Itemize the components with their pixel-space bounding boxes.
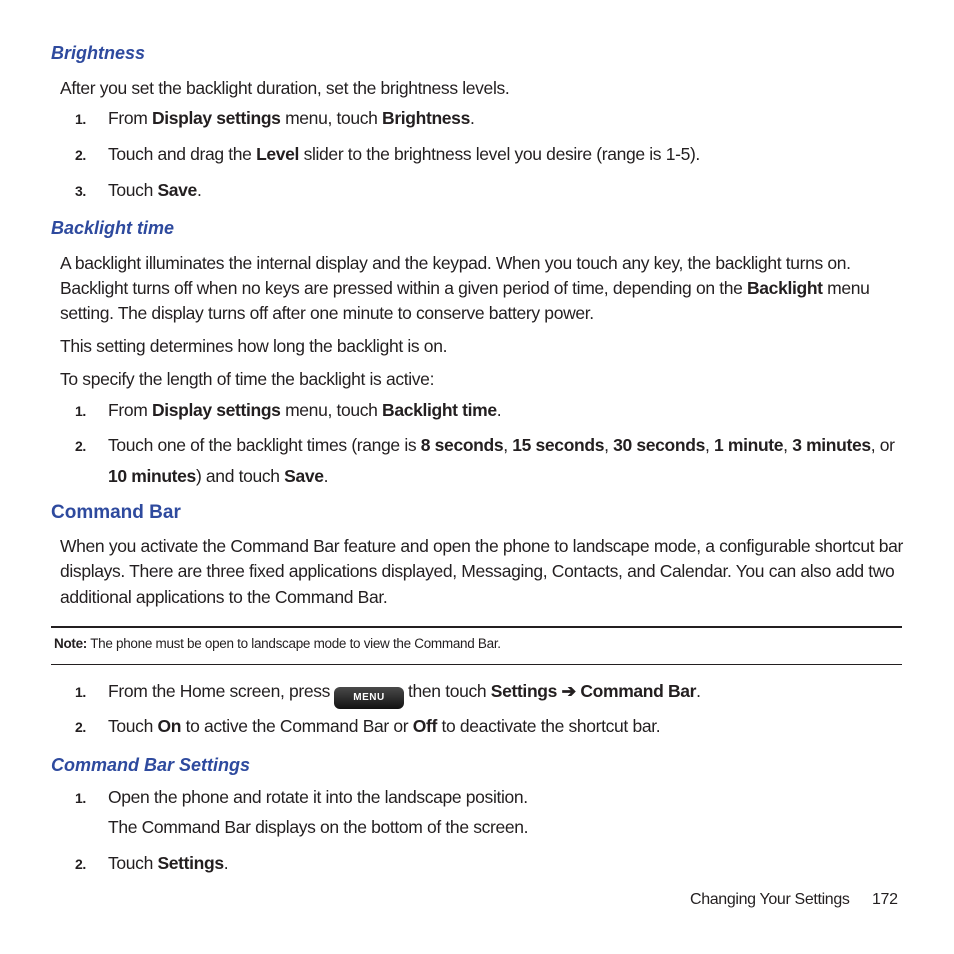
command-bar-settings-step-1: Open the phone and rotate it into the landscape position. (108, 787, 528, 807)
step-number: 1. (75, 790, 86, 806)
command-bar-settings-step-2: Touch Settings. (108, 853, 229, 873)
backlight-para-2: This setting determines how long the backlight is on. (60, 336, 448, 356)
command-bar-para-line-1: When you activate the Command Bar feature and open the phone to landscape mode, a configurable shortcut bar (60, 536, 903, 556)
step-number: 3. (75, 183, 86, 199)
command-bar-step-1: From the Home screen, press MENU then touch Settings ➔ Command Bar. (108, 681, 701, 709)
arrow-right-icon: ➔ (557, 681, 581, 701)
step-number: 2. (75, 719, 86, 735)
step-number: 1. (75, 111, 86, 127)
step-number: 1. (75, 403, 86, 419)
brightness-step-3: Touch Save. (108, 180, 202, 200)
step-number: 1. (75, 684, 86, 700)
command-bar-para-line-3: additional applications to the Command Bar. (60, 587, 388, 607)
command-bar-settings-step-1-sub: The Command Bar displays on the bottom of the screen. (108, 817, 529, 837)
backlight-para-line-2: Backlight turns off when no keys are pressed within a given period of time, depending on the Backlight menu (60, 278, 870, 298)
backlight-para-line-3: setting. The display turns off after one minute to conserve battery power. (60, 303, 594, 323)
footer-section-title: Changing Your Settings (690, 891, 850, 908)
step-number: 2. (75, 856, 86, 872)
command-bar-para-line-2: displays. There are three fixed applications displayed, Messaging, Contacts, and Calendar. You can also add two (60, 561, 895, 581)
backlight-para-line-1: A backlight illuminates the internal display and the keypad. When you touch any key, the backlight turns on. (60, 253, 851, 273)
note-label: Note: (54, 636, 87, 651)
heading-command-bar: Command Bar (51, 502, 181, 523)
heading-brightness: Brightness (51, 43, 146, 63)
command-bar-step-2: Touch On to active the Command Bar or Off to deactivate the shortcut bar. (108, 716, 661, 736)
backlight-step-2-line-1: Touch one of the backlight times (range is 8 seconds, 15 seconds, 30 seconds, 1 minute, 3 minutes, or (108, 435, 895, 455)
menu-key-icon: MENU (334, 687, 404, 709)
backlight-step-1: From Display settings menu, touch Backlight time. (108, 400, 502, 420)
note-bottom-rule (51, 664, 902, 665)
heading-backlight-time: Backlight time (51, 218, 175, 238)
brightness-step-1: From Display settings menu, touch Brightness. (108, 108, 475, 128)
step-number: 2. (75, 147, 86, 163)
note-top-rule (51, 626, 902, 628)
brightness-step-2: Touch and drag the Level slider to the brightness level you desire (range is 1-5). (108, 144, 700, 164)
page-number: 172 (872, 891, 898, 908)
backlight-step-2-line-2: 10 minutes) and touch Save. (108, 466, 329, 486)
step-number: 2. (75, 438, 86, 454)
brightness-intro: After you set the backlight duration, set the brightness levels. (60, 78, 510, 98)
heading-command-bar-settings: Command Bar Settings (51, 755, 251, 775)
note: Note: The phone must be open to landscape mode to view the Command Bar. (54, 636, 501, 651)
backlight-para-3: To specify the length of time the backlight is active: (60, 369, 435, 389)
